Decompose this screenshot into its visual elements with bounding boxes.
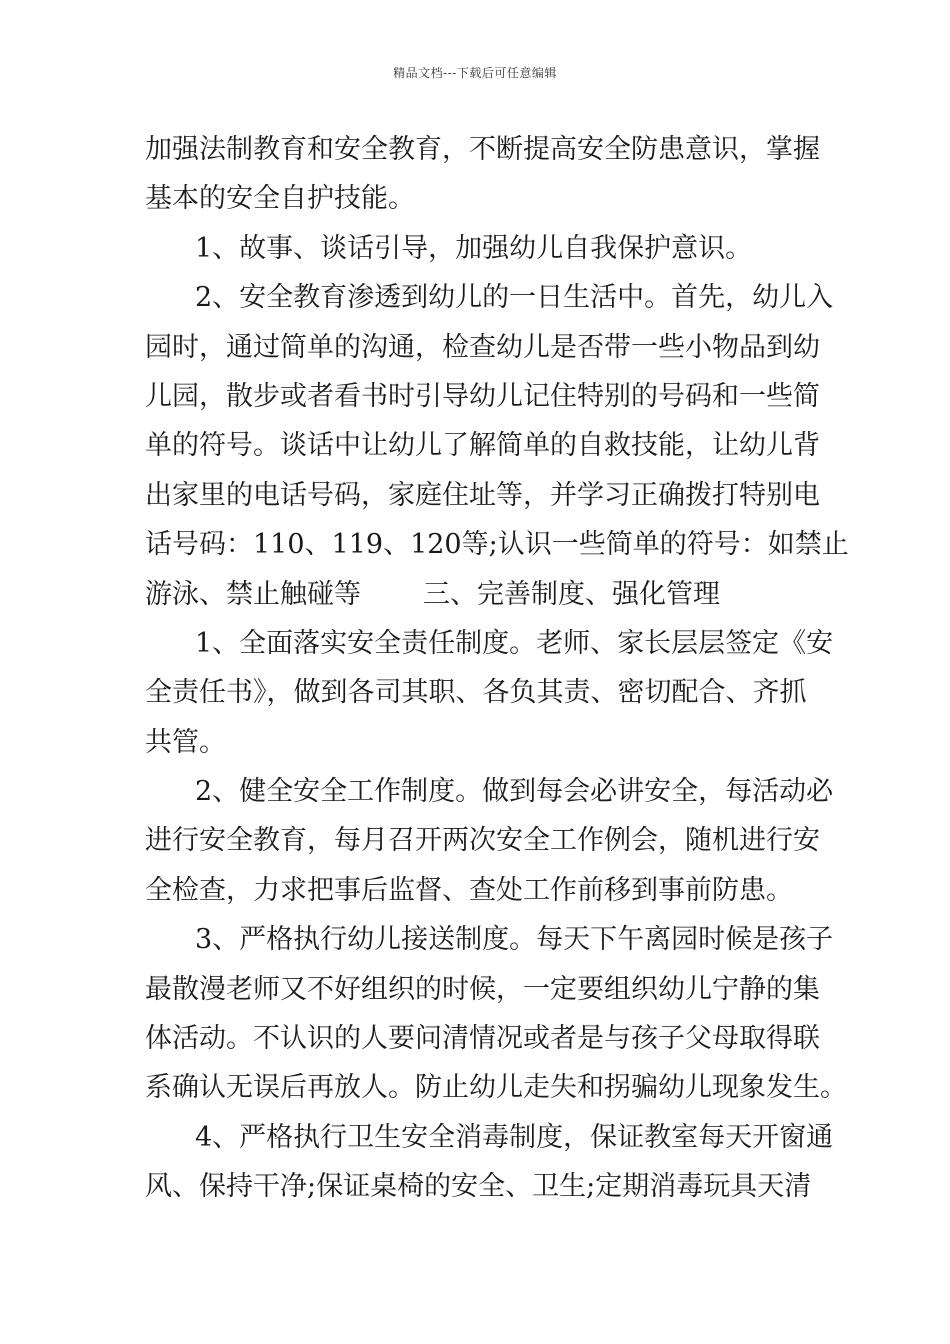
paragraph-start: 1、全面落实安全责任制度。老师、家长层层签定《安 [195, 627, 834, 659]
text-line: 体活动。不认识的人要问清情况或者是与孩子父母取得联 [145, 1023, 820, 1055]
text-line: 全责任书》，做到各司其职、各负其责、密切配合、齐抓 [145, 677, 807, 709]
text-line: 全检查，力求把事后监督、查处工作前移到事前防患。 [145, 874, 793, 906]
paragraph-start: 2、安全教育渗透到幼儿的一日生活中。首先，幼儿入 [195, 282, 834, 314]
document-body [145, 125, 849, 1212]
text-line: 单的符号。谈话中让幼儿了解简单的自救技能，让幼儿背 [145, 430, 820, 462]
paragraph-start: 1、故事、谈话引导，加强幼儿自我保护意识。 [195, 232, 753, 264]
text-line: 园时，通过简单的沟通，检查幼儿是否带一些小物品到幼 [145, 331, 820, 363]
text-line: 基本的安全自护技能。 [145, 183, 415, 215]
section-heading: 三、完善制度、强化管理 [423, 578, 720, 610]
paragraph-start: 2、健全安全工作制度。做到每会必讲安全，每活动必 [195, 776, 834, 808]
text-fragment: 游泳、禁止触碰等 [145, 578, 361, 610]
paragraph-start: 3、严格执行幼儿接送制度。每天下午离园时候是孩子 [195, 924, 834, 956]
text-line: 风、保持干净;保证桌椅的安全、卫生;定期消毒玩具天清 [145, 1171, 812, 1203]
paragraph-start: 4、严格执行卫生安全消毒制度，保证教室每天开窗通 [195, 1121, 834, 1153]
text-line: 加强法制教育和安全教育，不断提高安全防患意识，掌握 [145, 134, 820, 165]
text-line: 进行安全教育，每月召开两次安全工作例会，随机进行安 [145, 825, 820, 857]
text-line: 共管。 [145, 726, 226, 758]
text-line-with-heading [145, 570, 810, 619]
page-header: 精品文档---下载后可任意编辑 [393, 66, 557, 80]
text-line: 话号码：110、119、120等;认识一些简单的符号：如禁止 [145, 529, 849, 561]
text-line: 儿园，散步或者看书时引导幼儿记住特别的号码和一些简 [145, 380, 820, 412]
text-line: 出家里的电话号码，家庭住址等，并学习正确拨打特别电 [145, 479, 820, 511]
text-line: 最散漫老师又不好组织的时候，一定要组织幼儿宁静的集 [145, 973, 820, 1005]
text-line: 系确认无误后再放人。防止幼儿走失和拐骗幼儿现象发生。 [145, 1072, 847, 1104]
